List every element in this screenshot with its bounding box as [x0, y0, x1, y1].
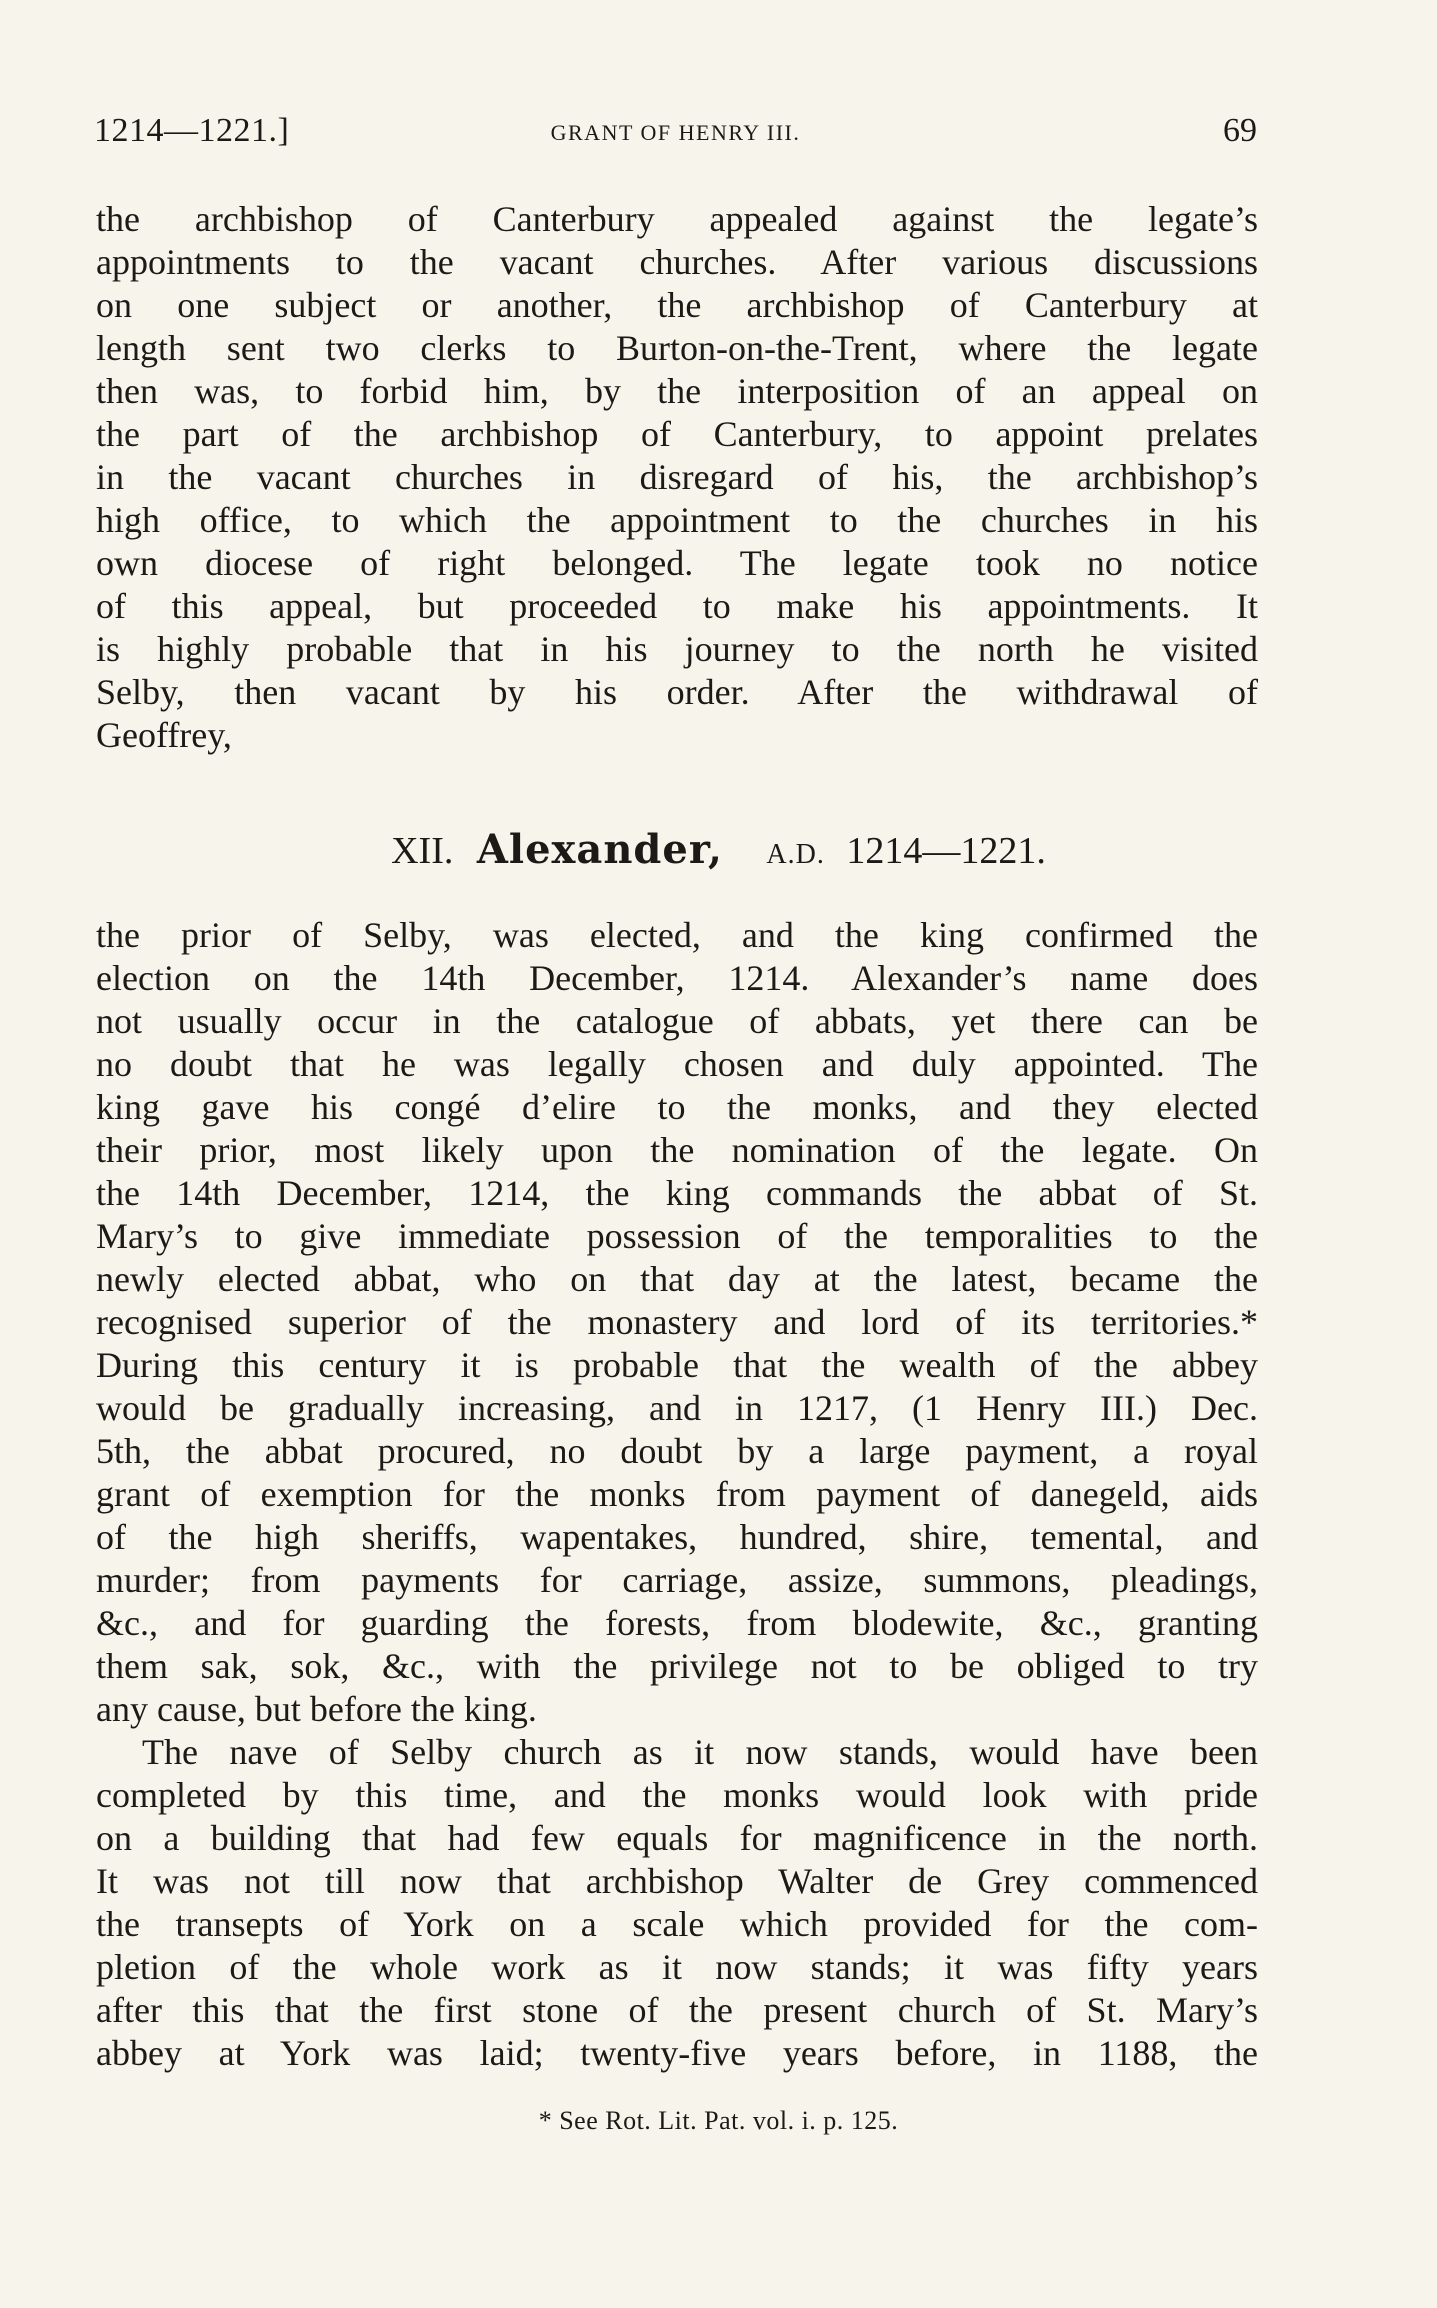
text-line: any cause, but before the king. — [96, 1689, 537, 1729]
running-head — [94, 112, 1257, 162]
text-line: recognised superior of the monastery and lord of its territories.* — [96, 1302, 1258, 1342]
text-line: of the high sheriffs, wapentakes, hundred, shire, temental, and — [96, 1517, 1258, 1557]
text-line: the archbishop of Canterbury appealed against the legate’s — [96, 199, 1258, 239]
text-line: then was, to forbid him, by the interposition of an appeal on — [96, 371, 1258, 411]
text-line: completed by this time, and the monks would look with pride — [96, 1775, 1258, 1815]
text-line: on a building that had few equals for magnificence in the north. — [96, 1818, 1258, 1858]
paragraph-2 — [96, 914, 1258, 2075]
running-title: GRANT OF HENRY III. — [550, 120, 801, 145]
text-line: election on the 14th December, 1214. Alexander’s name does — [96, 958, 1258, 998]
text-line: Geoffrey, — [96, 715, 232, 755]
date-range: 1214—1221.] — [94, 112, 290, 149]
text-line: them sak, sok, &c., with the privilege not to be obliged to try — [96, 1646, 1258, 1686]
text-line: of this appeal, but proceeded to make his appointments. It — [96, 586, 1258, 626]
text-line: the prior of Selby, was elected, and the king confirmed the — [96, 915, 1258, 955]
text-line: abbey at York was laid; twenty-five years before, in 1188, the — [96, 2033, 1258, 2073]
text-line: own diocese of right belonged. The legate took no notice — [96, 543, 1258, 583]
text-line: is highly probable that in his journey to the north he visited — [96, 629, 1258, 669]
text-line: not usually occur in the catalogue of abbats, yet there can be — [96, 1001, 1258, 1041]
text-line: king gave his congé d’elire to the monks, and they elected — [96, 1087, 1258, 1127]
text-line: newly elected abbat, who on that day at the latest, became the — [96, 1259, 1258, 1299]
text-line: appointments to the vacant churches. After various discussions — [96, 242, 1258, 282]
section-heading — [0, 820, 1437, 880]
text-line: the transepts of York on a scale which provided for the com- — [96, 1904, 1258, 1944]
text-line: their prior, most likely upon the nomination of the legate. On — [96, 1130, 1258, 1170]
heading-era: A.D. — [766, 839, 825, 870]
text-line: no doubt that he was legally chosen and duly appointed. The — [96, 1044, 1258, 1084]
text-line: 5th, the abbat procured, no doubt by a large payment, a royal — [96, 1431, 1258, 1471]
text-line: grant of exemption for the monks from payment of danegeld, aids — [96, 1474, 1258, 1514]
text-line: Mary’s to give immediate possession of the temporalities to the — [96, 1216, 1258, 1256]
text-line: would be gradually increasing, and in 1217, (1 Henry III.) Dec. — [96, 1388, 1258, 1428]
text-line: murder; from payments for carriage, assize, summons, pleadings, — [96, 1560, 1258, 1600]
text-line: Selby, then vacant by his order. After the withdrawal of — [96, 672, 1258, 712]
text-line: after this that the first stone of the present church of St. Mary’s — [96, 1990, 1258, 2030]
text-line: During this century it is probable that the wealth of the abbey — [96, 1345, 1258, 1385]
text-line: &c., and for guarding the forests, from blodewite, &c., granting — [96, 1603, 1258, 1643]
heading-number: XII. — [391, 830, 454, 872]
page-number: 69 — [1223, 112, 1257, 149]
text-line: high office, to which the appointment to the churches in his — [96, 500, 1258, 540]
text-line: length sent two clerks to Burton-on-the-Trent, where the legate — [96, 328, 1258, 368]
text-line: in the vacant churches in disregard of his, the archbishop’s — [96, 457, 1258, 497]
text-line: on one subject or another, the archbishop of Canterbury at — [96, 285, 1258, 325]
heading-years: 1214—1221. — [846, 830, 1046, 872]
text-line: It was not till now that archbishop Walter de Grey commenced — [96, 1861, 1258, 1901]
footnote: * See Rot. Lit. Pat. vol. i. p. 125. — [538, 2106, 899, 2135]
text-line: the part of the archbishop of Canterbury, to appoint prelates — [96, 414, 1258, 454]
paragraph-1 — [96, 198, 1258, 757]
text-line: The nave of Selby church as it now stands, would have been — [142, 1732, 1258, 1772]
text-line: the 14th December, 1214, the king commands the abbat of St. — [96, 1173, 1258, 1213]
text-line: pletion of the whole work as it now stands; it was fifty years — [96, 1947, 1258, 1987]
heading-name: Alexander, — [476, 826, 723, 873]
